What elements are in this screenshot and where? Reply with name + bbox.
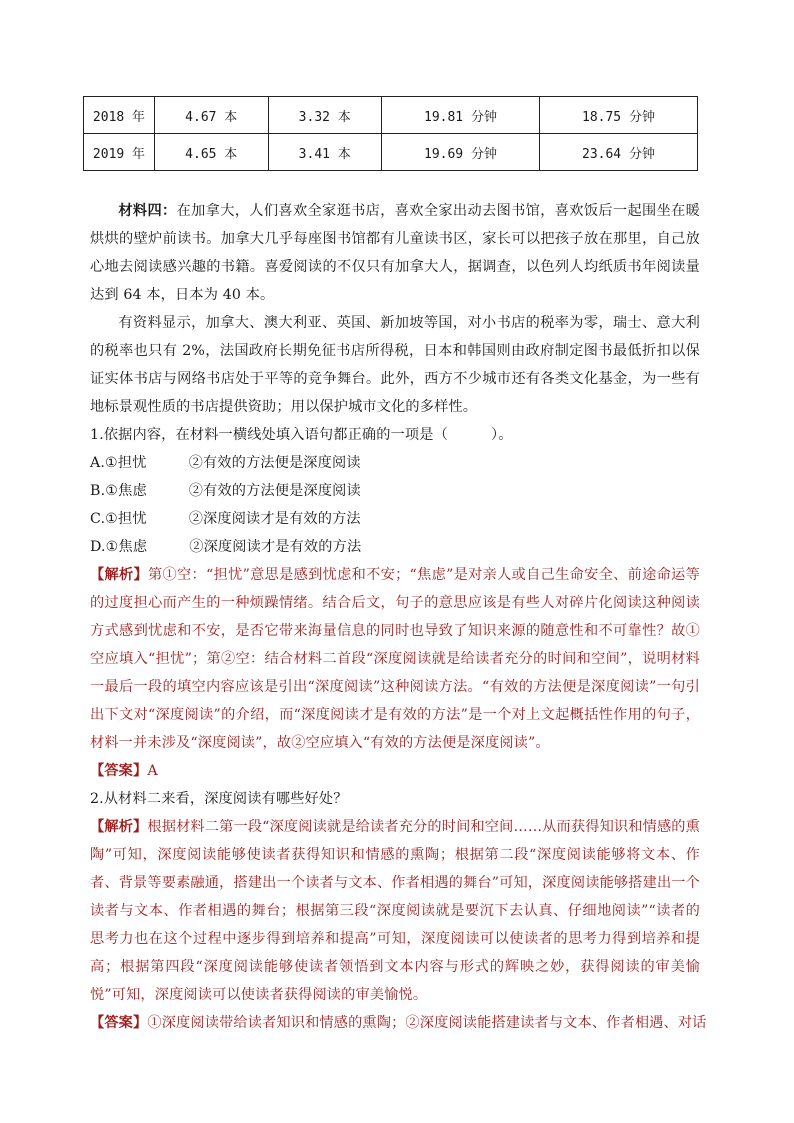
question-2-stem: 2.从材料二来看，深度阅读有哪些好处？ [90,791,348,807]
option-a-part-1: A.①担忧 [90,455,147,471]
question-1-analysis [90,561,700,757]
material4-paragraph-1 [90,197,700,309]
document-body [90,197,707,1037]
table-cell: 23.64 分钟 [539,134,697,171]
option-c-part-1: C.①担忧 [90,511,147,527]
table-cell: 18.75 分钟 [539,97,697,134]
table-row [84,97,698,134]
option-d [90,533,700,561]
option-d-part-2: ②深度阅读才是有效的方法 [189,539,362,555]
table-cell: 3.41 本 [268,134,382,171]
table-row [84,134,698,171]
table-cell: 4.67 本 [155,97,269,134]
table-cell: 2019 年 [84,134,155,171]
option-a [90,449,700,477]
answer-text: ①深度阅读带给读者知识和情感的熏陶；②深度阅读能搭建读者与文本、作者相遇、对话 [147,1015,707,1031]
option-b [90,477,700,505]
question-1-stem: 1.依据内容，在材料一横线处填入语句都正确的一项是（ ）。 [90,427,513,443]
reading-stats-table [83,96,698,171]
answer-text: A [147,763,158,779]
table-cell: 2018 年 [84,97,155,134]
material4-text: 在加拿大，人们喜欢全家逛书店，喜欢全家出动去图书馆，喜欢饭后一起围坐在暖烘烘的壁炉前读书。加拿大几乎每座图书馆都有儿童读书区，家长可以把孩子放在那里，自己放心地去阅读感兴趣的书籍。喜爱阅读的不仅只有加拿大人，据调查，以色列人均纸质书年阅读量达到 64 本，日本为 40 本。 [90,203,700,303]
analysis-text: 第①空：“担忧”意思是感到忧虑和不安；“焦虑”是对亲人或自己生命安全、前途命运等的过度担心而产生的一种烦躁情绪。结合后文，句子的意思应该是有些人对碎片化阅读这种阅读方式感到忧虑和不安，是否它带来海量信息的同时也导致了知识来源的随意性和不可靠性？故①空应填入“担忧”；第②空：结合材料二首段“深度阅读就是给读者充分的时间和空间”，说明材料一最后一段的填空内容应该是引出“深度阅读”这种阅读方法。“有效的方法便是深度阅读”一句引出下文对“深度阅读”的介绍，而“深度阅读才是有效的方法”是一个对上文起概括性作用的句子，材料一并未涉及“深度阅读”，故②空应填入“有效的方法便是深度阅读”。 [90,567,701,751]
material4-label: 材料四： [118,203,177,219]
question-2-analysis [90,813,700,1009]
table-cell: 19.69 分钟 [382,134,540,171]
option-d-part-1: D.①焦虑 [90,539,148,555]
analysis-label: 【解析】 [90,567,149,583]
answer-label: 【答案】 [90,763,148,779]
analysis-label: 【解析】 [90,819,148,835]
analysis-text: 根据材料二第一段“深度阅读就是给读者充分的时间和空间……从而获得知识和情感的熏陶”可知，深度阅读能够使读者获得知识和情感的熏陶；根据第二段“深度阅读能够将文本、作者、背景等要素融通，搭建出一个读者与文本、作者相遇的舞台”可知，深度阅读能够搭建出一个读者与文本、作者相遇的舞台；根据第三段“深度阅读就是要沉下去认真、仔细地阅读”“读者的思考力也在这个过程中逐步得到培养和提高”可知，深度阅读可以使读者的思考力得到培养和提高；根据第四段“深度阅读能够使读者领悟到文本内容与形式的辉映之妙，获得阅读的审美愉悦”可知，深度阅读可以使读者获得阅读的审美愉悦。 [90,819,700,1003]
option-c-part-2: ②深度阅读才是有效的方法 [188,511,361,527]
option-c [90,505,700,533]
table-cell: 3.32 本 [268,97,382,134]
table-cell: 19.81 分钟 [382,97,540,134]
question-2-answer [90,1009,707,1037]
option-a-part-2: ②有效的方法便是深度阅读 [188,455,361,471]
answer-label: 【答案】 [90,1015,148,1031]
table-cell: 4.65 本 [155,134,269,171]
question-1-answer [90,757,700,785]
option-b-part-1: B.①焦虑 [90,483,147,499]
option-b-part-2: ②有效的方法便是深度阅读 [188,483,361,499]
material4-paragraph-2: 有资料显示，加拿大、澳大利亚、英国、新加坡等国，对小书店的税率为零，瑞士、意大利的税率也只有 2%，法国政府长期免征书店所得税，日本和韩国则由政府制定图书最低折扣以保证实体书店与网络书店处于平等的竞争舞台。此外，西方不少城市还有各类文化基金，为一些有地标景观性质的书店提供资助；用以保护城市文化的多样性。 [90,315,700,415]
